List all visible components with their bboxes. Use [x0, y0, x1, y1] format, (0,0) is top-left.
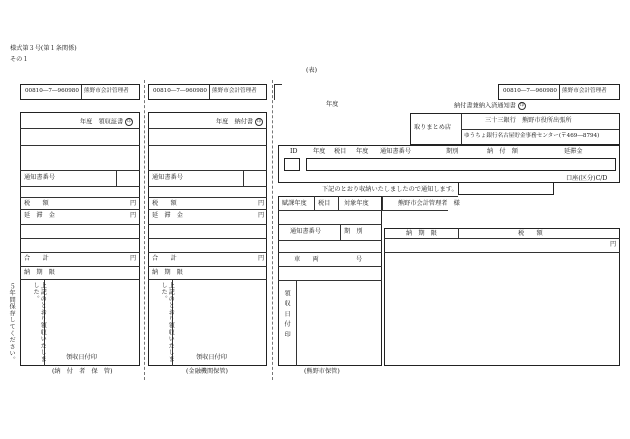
taxyear-label: 賦課年度	[282, 200, 307, 207]
account-box-3	[498, 84, 620, 100]
main-right-table	[384, 228, 620, 366]
account-number: 00810―7―960980	[503, 88, 557, 94]
handling-label: 取りまとめ店	[414, 124, 452, 131]
col-period: 期別	[446, 148, 459, 155]
col-taxitem: 税目	[334, 148, 347, 155]
account-box-2	[148, 84, 267, 100]
notice-footer: (金融機関保管)	[186, 368, 228, 375]
receipt-late-fee-yen: 円	[130, 212, 137, 219]
receipt-total-label: 合 計	[24, 255, 49, 262]
account-name: 熊野市会計管理者	[562, 88, 607, 94]
notice-notice-no-label: 通知書番号	[152, 174, 183, 181]
notice-deadline-label: 納 期 限	[152, 269, 183, 276]
receipt-tax-label: 税 額	[24, 200, 49, 207]
account-number: 00810―7―960980	[25, 88, 79, 94]
notice-late-fee-yen: 円	[258, 212, 265, 219]
col-notice-no: 通知書番号	[380, 148, 411, 155]
keep-note: ５年間保存してください。	[8, 283, 16, 364]
targetyear-label: 対象年度	[344, 200, 369, 207]
notice-tax-label: 税 額	[152, 200, 177, 207]
id-input-box	[284, 158, 300, 171]
period-label: 期 別	[344, 228, 363, 235]
code-input-box	[306, 158, 616, 171]
account-kubun: 口座(区分)C/D	[566, 175, 608, 182]
receipt-total-yen: 円	[130, 255, 137, 262]
col-late-fee: 延滞金	[564, 148, 583, 155]
main-footer: (熊野市保管)	[304, 368, 340, 375]
account-box-1	[20, 84, 140, 100]
main-title: 納付書兼納入済通知書 印	[454, 102, 525, 110]
notice-title: 年度 納付書 印	[216, 118, 262, 126]
main-tax-yen: 円	[610, 241, 617, 248]
main-left-table	[278, 196, 382, 366]
handling-bank-box	[410, 113, 620, 145]
main-stamp-label: 領収日付印	[283, 290, 291, 341]
main-deadline-label: 納 期 限	[406, 230, 437, 237]
notice-total-yen: 円	[258, 255, 265, 262]
receipt-notice-no-label: 通知書番号	[24, 174, 55, 181]
notice-late-fee-label: 延 滞 金	[152, 212, 183, 219]
receipt-stamp-label: 領収日付印	[66, 354, 97, 361]
notice-message: 上記のとおり領収いたしました。	[160, 282, 175, 363]
notice-stamp-label: 領収日付印	[196, 354, 227, 361]
receipt-deadline-label: 納 期 限	[24, 269, 55, 276]
col-id: ID	[290, 148, 298, 155]
account-name: 熊野市会計管理者	[84, 88, 129, 94]
receipt-title: 年度 領収証書 印	[80, 118, 132, 126]
receipt-message: 上記のとおり領収いたしました。	[32, 282, 47, 363]
notify-message: 下記のとおり収納いたしましたので通知します。	[322, 186, 458, 193]
taxitem-label: 税目	[318, 200, 331, 207]
bank-1: 三十三銀行 熊野市役所出張所	[485, 117, 572, 124]
main-notice-no-label: 通知書番号	[290, 228, 321, 235]
main-tax-label: 税 額	[518, 230, 543, 237]
receipt-late-fee-label: 延 滞 金	[24, 212, 55, 219]
sheet-label: その１	[10, 56, 29, 63]
account-name: 熊野市会計管理者	[212, 88, 257, 94]
vehicle-number-label: 号	[356, 256, 363, 263]
front-label: (表)	[306, 67, 318, 74]
col-year-2: 年度	[356, 148, 369, 155]
receipt-footer: (納 付 者 保 管)	[52, 368, 113, 375]
col-amount: 納 付 額	[487, 148, 518, 155]
receipt-tax-yen: 円	[130, 200, 137, 207]
account-number: 00810―7―960980	[153, 88, 207, 94]
main-year: 年度	[326, 101, 339, 108]
vehicle-label: 車 両	[294, 256, 319, 263]
kubun-box	[458, 182, 554, 195]
notice-total-label: 合 計	[152, 255, 177, 262]
form-number: 様式第３号(第１条関係)	[10, 45, 77, 52]
notice-tax-yen: 円	[258, 200, 265, 207]
manager-label: 熊野市会計管理者 様	[398, 200, 460, 207]
col-year: 年度	[313, 148, 326, 155]
bank-2: ゆうちょ銀行名古屋貯金事務センター(〒469―8794)	[464, 133, 600, 139]
